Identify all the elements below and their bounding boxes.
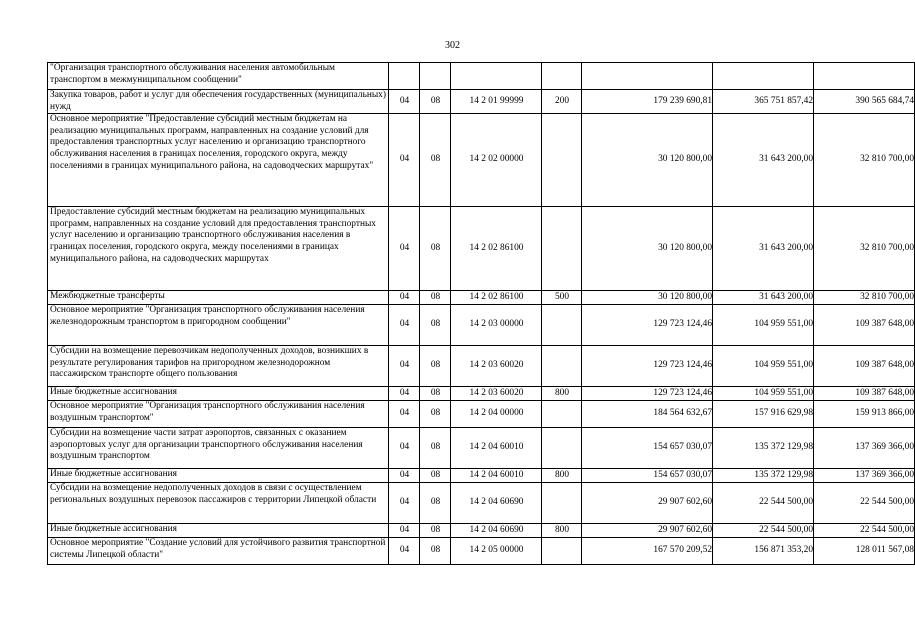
podrazdel-cell: 08 — [420, 524, 451, 538]
sum-2021-cell — [814, 63, 915, 90]
vr-cell — [542, 538, 582, 565]
table-row — [48, 90, 915, 114]
sum-2020-cell: 157 916 629,98 — [713, 401, 814, 428]
sum-2021-cell: 22 544 500,00 — [814, 524, 915, 538]
table-row — [48, 114, 915, 207]
vr-cell — [542, 428, 582, 469]
table-row — [48, 291, 915, 305]
vr-cell: 800 — [542, 469, 582, 483]
sum-2019-cell: 129 723 124,46 — [582, 305, 713, 346]
vr-cell — [542, 305, 582, 346]
sum-2021-cell: 32 810 700,00 — [814, 207, 915, 291]
razdel-cell: 04 — [389, 90, 420, 114]
sum-2019-cell: 30 120 800,00 — [582, 114, 713, 207]
sum-2019-cell: 129 723 124,46 — [582, 346, 713, 387]
vr-cell: 800 — [542, 524, 582, 538]
sum-2020-cell — [713, 63, 814, 90]
sum-2020-cell: 22 544 500,00 — [713, 483, 814, 524]
table-row — [48, 207, 915, 291]
vr-cell — [542, 207, 582, 291]
vr-cell — [542, 346, 582, 387]
sum-2021-cell: 32 810 700,00 — [814, 114, 915, 207]
sum-2020-cell: 22 544 500,00 — [713, 524, 814, 538]
row-name: Основное мероприятие "Организация транспортного обслуживания населения воздушным транспортом" — [48, 401, 389, 428]
podrazdel-cell: 08 — [420, 538, 451, 565]
csr-cell: 14 2 03 60020 — [451, 346, 542, 387]
vr-cell — [542, 63, 582, 90]
sum-2020-cell: 156 871 353,20 — [713, 538, 814, 565]
csr-cell: 14 2 04 60690 — [451, 524, 542, 538]
csr-cell: 14 2 01 99999 — [451, 90, 542, 114]
sum-2020-cell: 31 643 200,00 — [713, 291, 814, 305]
row-name: Закупка товаров, работ и услуг для обеспечения государственных (муниципальных) нужд — [48, 90, 389, 114]
sum-2019-cell: 129 723 124,46 — [582, 387, 713, 401]
sum-2021-cell: 109 387 648,00 — [814, 346, 915, 387]
razdel-cell: 04 — [389, 114, 420, 207]
csr-cell: 14 2 04 60690 — [451, 483, 542, 524]
razdel-cell: 04 — [389, 291, 420, 305]
sum-2021-cell: 137 369 366,00 — [814, 469, 915, 483]
razdel-cell: 04 — [389, 401, 420, 428]
sum-2019-cell: 30 120 800,00 — [582, 207, 713, 291]
row-name: Основное мероприятие "Создание условий для устойчивого развития транспортной системы Липецкой области" — [48, 538, 389, 565]
sum-2020-cell: 104 959 551,00 — [713, 387, 814, 401]
podrazdel-cell: 08 — [420, 291, 451, 305]
podrazdel-cell: 08 — [420, 483, 451, 524]
sum-2020-cell: 135 372 129,98 — [713, 469, 814, 483]
row-name: Субсидии на возмещение недополученных доходов в связи с осуществлением региональных воздушных перевозок пассажиров с территории Липецкой области — [48, 483, 389, 524]
sum-2021-cell: 109 387 648,00 — [814, 387, 915, 401]
podrazdel-cell: 08 — [420, 401, 451, 428]
sum-2021-cell: 137 369 366,00 — [814, 428, 915, 469]
vr-cell: 800 — [542, 387, 582, 401]
razdel-cell: 04 — [389, 469, 420, 483]
razdel-cell: 04 — [389, 346, 420, 387]
row-name: Иные бюджетные ассигнования — [48, 524, 389, 538]
sum-2019-cell: 29 907 602,60 — [582, 483, 713, 524]
table-row — [48, 63, 915, 90]
sum-2019-cell: 184 564 632,67 — [582, 401, 713, 428]
row-name: Межбюджетные трансферты — [48, 291, 389, 305]
csr-cell — [451, 63, 542, 90]
razdel-cell: 04 — [389, 387, 420, 401]
sum-2019-cell — [582, 63, 713, 90]
vr-cell — [542, 483, 582, 524]
page-number: 302 — [445, 40, 460, 51]
table-body — [48, 63, 915, 565]
sum-2019-cell: 154 657 030,07 — [582, 428, 713, 469]
table-row — [48, 387, 915, 401]
podrazdel-cell: 08 — [420, 387, 451, 401]
podrazdel-cell: 08 — [420, 346, 451, 387]
podrazdel-cell: 08 — [420, 207, 451, 291]
podrazdel-cell: 08 — [420, 114, 451, 207]
sum-2020-cell: 31 643 200,00 — [713, 207, 814, 291]
razdel-cell: 04 — [389, 428, 420, 469]
row-name: Предоставление субсидий местным бюджетам на реализацию муниципальных программ, направленных на создание условий для предоставления транспортных услуг населению и организацию транспортного обслуживания населения в границах поселения, городского округа, между поселениями в границах муниципального района, на садоводческих маршрутах — [48, 207, 389, 291]
csr-cell: 14 2 04 60010 — [451, 428, 542, 469]
sum-2021-cell: 128 011 567,08 — [814, 538, 915, 565]
razdel-cell — [389, 63, 420, 90]
csr-cell: 14 2 04 60010 — [451, 469, 542, 483]
vr-cell — [542, 401, 582, 428]
sum-2019-cell: 179 239 690,81 — [582, 90, 713, 114]
csr-cell: 14 2 03 00000 — [451, 305, 542, 346]
razdel-cell: 04 — [389, 524, 420, 538]
sum-2021-cell: 390 565 684,74 — [814, 90, 915, 114]
table-row — [48, 401, 915, 428]
budget-table — [47, 62, 915, 565]
sum-2021-cell: 32 810 700,00 — [814, 291, 915, 305]
podrazdel-cell: 08 — [420, 428, 451, 469]
table-row — [48, 305, 915, 346]
table-row — [48, 469, 915, 483]
sum-2019-cell: 167 570 209,52 — [582, 538, 713, 565]
vr-cell: 200 — [542, 90, 582, 114]
sum-2020-cell: 365 751 857,42 — [713, 90, 814, 114]
sum-2020-cell: 104 959 551,00 — [713, 305, 814, 346]
table-row — [48, 524, 915, 538]
razdel-cell: 04 — [389, 538, 420, 565]
vr-cell: 500 — [542, 291, 582, 305]
sum-2021-cell: 159 913 866,00 — [814, 401, 915, 428]
row-name: "Организация транспортного обслуживания населения автомобильным транспортом в межмуниципальном сообщении" — [48, 63, 389, 90]
sum-2020-cell: 135 372 129,98 — [713, 428, 814, 469]
row-name: Иные бюджетные ассигнования — [48, 469, 389, 483]
vr-cell — [542, 114, 582, 207]
csr-cell: 14 2 02 86100 — [451, 291, 542, 305]
podrazdel-cell: 08 — [420, 305, 451, 346]
sum-2019-cell: 29 907 602,60 — [582, 524, 713, 538]
row-name: Основное мероприятие "Организация транспортного обслуживания населения железнодорожным транспортом в пригородном сообщении" — [48, 305, 389, 346]
csr-cell: 14 2 03 60020 — [451, 387, 542, 401]
csr-cell: 14 2 02 86100 — [451, 207, 542, 291]
table-row — [48, 346, 915, 387]
razdel-cell: 04 — [389, 483, 420, 524]
csr-cell: 14 2 02 00000 — [451, 114, 542, 207]
podrazdel-cell: 08 — [420, 469, 451, 483]
row-name: Иные бюджетные ассигнования — [48, 387, 389, 401]
podrazdel-cell — [420, 63, 451, 90]
podrazdel-cell: 08 — [420, 90, 451, 114]
csr-cell: 14 2 05 00000 — [451, 538, 542, 565]
razdel-cell: 04 — [389, 305, 420, 346]
sum-2019-cell: 154 657 030,07 — [582, 469, 713, 483]
row-name: Субсидии на возмещение перевозчикам недополученных доходов, возникших в результате регулирования тарифов на пригородном железнодорожном пассажирском транспорте общего пользования — [48, 346, 389, 387]
sum-2020-cell: 104 959 551,00 — [713, 346, 814, 387]
row-name: Основное мероприятие "Предоставление субсидий местным бюджетам на реализацию муниципальных программ, направленных на создание условий для предоставления транспортных услуг населению и организацию транспортного обслуживания населения в границах поселения, городского округа, между поселениями в границах муниципального района, на садоводческих маршрутах" — [48, 114, 389, 207]
sum-2021-cell: 109 387 648,00 — [814, 305, 915, 346]
csr-cell: 14 2 04 00000 — [451, 401, 542, 428]
table-row — [48, 483, 915, 524]
razdel-cell: 04 — [389, 207, 420, 291]
table-row — [48, 538, 915, 565]
table-row — [48, 428, 915, 469]
sum-2020-cell: 31 643 200,00 — [713, 114, 814, 207]
sum-2019-cell: 30 120 800,00 — [582, 291, 713, 305]
row-name: Субсидии на возмещение части затрат аэропортов, связанных с оказанием аэропортовых услуг для организации транспортного обслуживания населения воздушным транспортом — [48, 428, 389, 469]
sum-2021-cell: 22 544 500,00 — [814, 483, 915, 524]
